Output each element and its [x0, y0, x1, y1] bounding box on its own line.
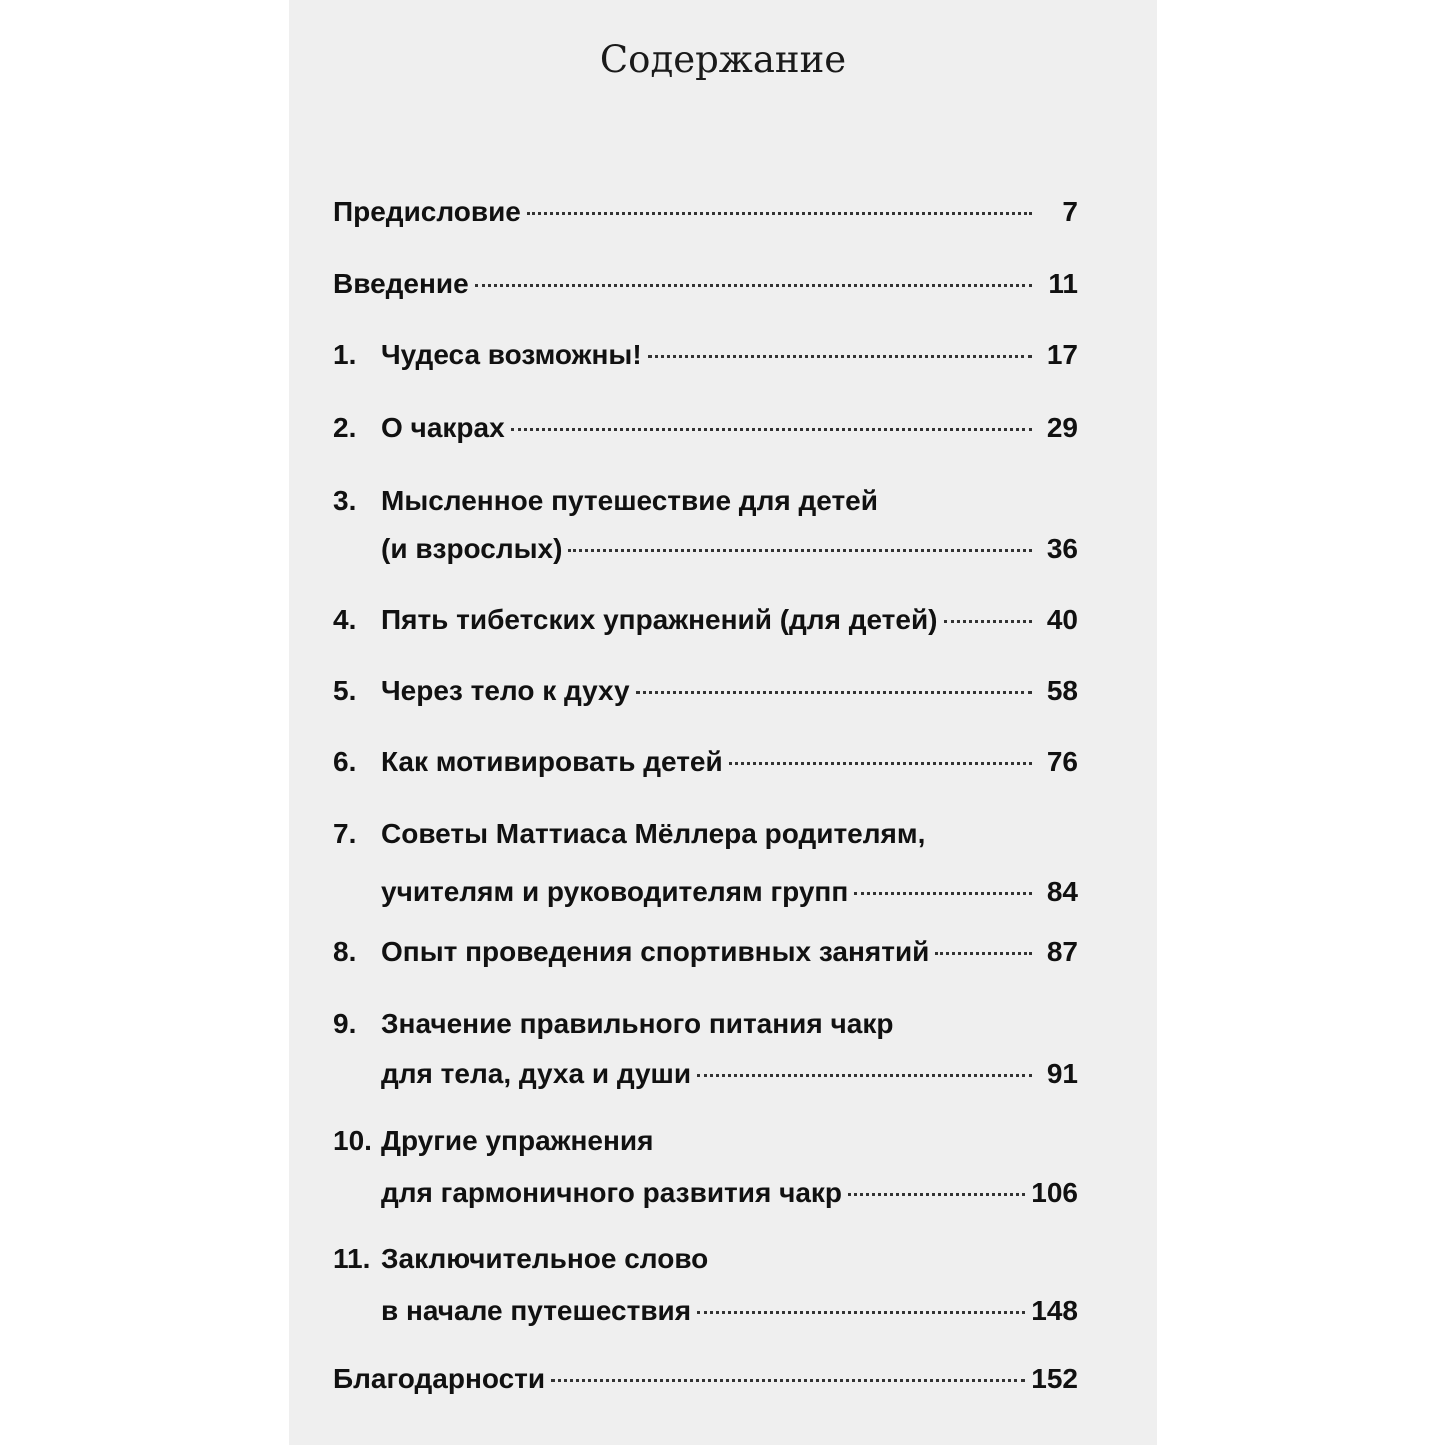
toc-entry — [333, 260, 1078, 308]
entry-number: 7. — [333, 818, 357, 849]
entry-page-number: 91 — [1046, 1058, 1078, 1089]
entry-number: 11. — [333, 1243, 371, 1274]
leader-dots — [527, 212, 1032, 215]
entry-title: Другие упражнения — [381, 1125, 654, 1156]
entry-title: Значение правильного питания чакр — [381, 1008, 894, 1039]
entry-title-continued: для тела, духа и души — [381, 1058, 692, 1089]
entry-title: Введение — [333, 268, 469, 299]
toc-entry — [333, 1355, 1078, 1403]
entry-title: Предисловие — [333, 196, 521, 227]
entry-title: Благодарности — [333, 1363, 546, 1394]
entry-title: Заключительное слово — [381, 1243, 709, 1274]
entry-page-number: 7 — [1062, 196, 1078, 227]
entry-number: 1. — [333, 339, 357, 370]
toc-entry — [333, 928, 1078, 976]
entry-title: Как мотивировать детей — [381, 746, 723, 777]
toc-entry — [333, 738, 1078, 786]
entry-number: 4. — [333, 604, 357, 635]
leader-dots — [944, 620, 1033, 623]
entry-page-number: 40 — [1046, 604, 1078, 635]
entry-page-number: 152 — [1031, 1363, 1078, 1394]
entry-number: 3. — [333, 485, 357, 516]
toc-entry — [333, 188, 1078, 236]
entry-title: Мысленное путешествие для детей — [381, 485, 878, 516]
toc-entry — [333, 667, 1078, 715]
entry-title: Пять тибетских упражнений (для детей) — [381, 604, 938, 635]
entry-title: Советы Маттиаса Мёллера родителям, — [381, 818, 926, 849]
leader-dots — [854, 892, 1032, 895]
entry-title-continued: в начале путешествия — [381, 1295, 692, 1326]
entry-number: 2. — [333, 412, 357, 443]
entry-number: 8. — [333, 936, 357, 967]
book-page — [289, 0, 1157, 1445]
entry-number: 10. — [333, 1125, 372, 1156]
entry-page-number: 11 — [1048, 268, 1078, 299]
entry-page-number: 84 — [1046, 876, 1078, 907]
entry-title: Чудеса возможны! — [381, 339, 642, 370]
leader-dots — [935, 952, 1032, 955]
leader-dots — [697, 1311, 1025, 1314]
entry-page-number: 58 — [1046, 675, 1078, 706]
entry-page-number: 106 — [1031, 1177, 1078, 1208]
leader-dots — [511, 428, 1032, 431]
leader-dots — [697, 1074, 1032, 1077]
leader-dots — [568, 549, 1032, 552]
toc-entry — [333, 404, 1078, 452]
entry-title: Через тело к духу — [381, 675, 630, 706]
toc-entry — [333, 331, 1078, 379]
leader-dots — [848, 1193, 1025, 1196]
entry-page-number: 17 — [1046, 339, 1078, 370]
entry-number: 9. — [333, 1008, 357, 1039]
entry-title-continued: учителям и руководителям групп — [381, 876, 849, 907]
entry-page-number: 36 — [1046, 533, 1078, 564]
leader-dots — [475, 284, 1032, 287]
entry-number: 6. — [333, 746, 357, 777]
entry-page-number: 87 — [1046, 936, 1078, 967]
toc-entry — [333, 1235, 1078, 1335]
toc-entry — [333, 1117, 1078, 1217]
toc-entry — [333, 810, 1078, 916]
leader-dots — [636, 691, 1032, 694]
entry-title-continued: для гармоничного развития чакр — [381, 1177, 843, 1208]
leader-dots — [729, 762, 1032, 765]
entry-title: О чакрах — [381, 412, 505, 443]
leader-dots — [648, 355, 1032, 358]
entry-title: Опыт проведения спортивных занятий — [381, 936, 930, 967]
toc-entry — [333, 477, 1078, 573]
leader-dots — [551, 1379, 1025, 1382]
page-title: Содержание — [599, 38, 847, 81]
toc-entry — [333, 596, 1078, 644]
entry-page-number: 29 — [1046, 412, 1078, 443]
entry-page-number: 76 — [1046, 746, 1078, 777]
entry-number: 5. — [333, 675, 357, 706]
entry-title-continued: (и взрослых) — [381, 533, 563, 564]
toc-entry — [333, 1000, 1078, 1098]
entry-page-number: 148 — [1031, 1295, 1078, 1326]
